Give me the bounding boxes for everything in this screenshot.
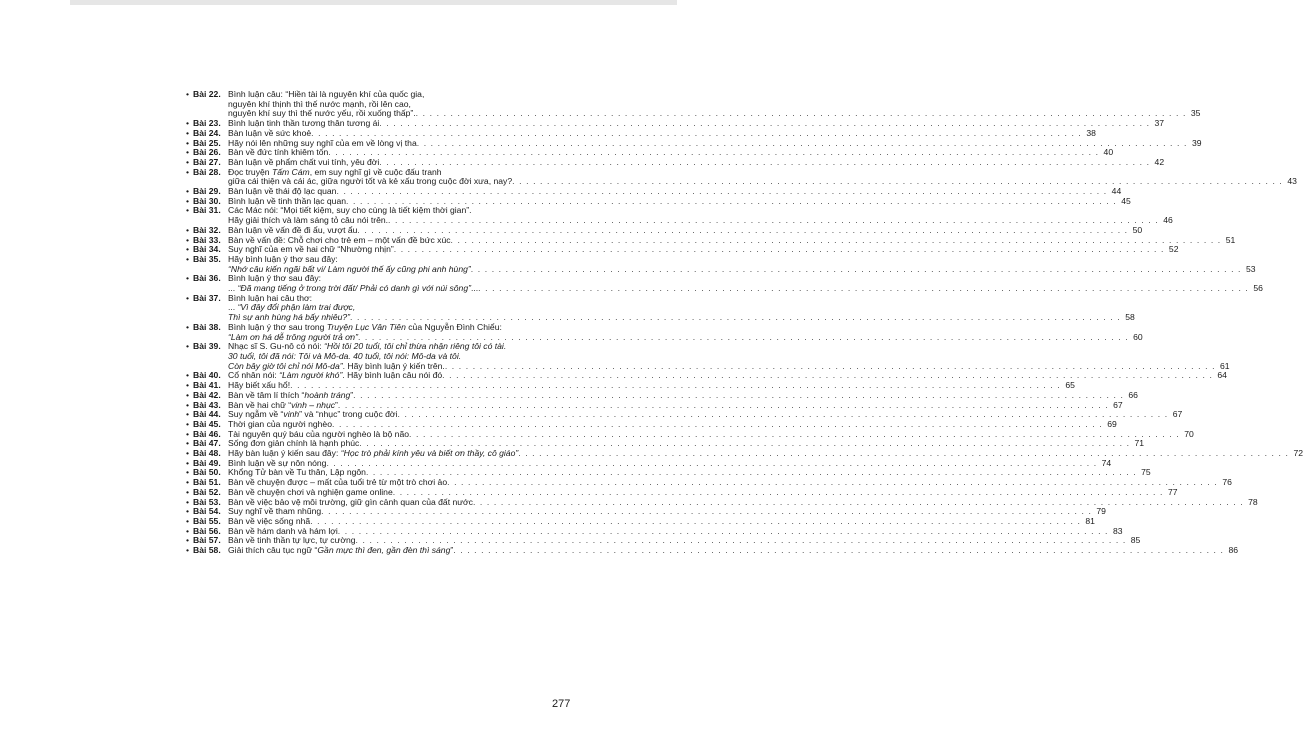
bullet-icon: • <box>186 428 190 439</box>
bullet-icon: • <box>186 409 190 420</box>
lesson-number: Bài 31. <box>193 205 221 216</box>
dot-leader: . . . . . . . . . . . . . . . . . . . . . . . . . . . . . . . . . . . . . . . . . . . . . . . . . . . . . . . . . . . . . . . . . . . . . . . . . . . . . . . . . . . . . . . . . . . . . . . . . . . . . . . . . . . . . . . <box>310 515 1081 526</box>
bullet-icon: • <box>186 341 190 352</box>
dot-leader: . . . . . . . . . . . . . . . . . . . . . . . . . . . . . . . . . . . . . . . . . . . . . . . . . . . . . . . . . . . . . . . . . . . . . . . . . . . . . . . . . . . . . . . . . . . . . . . . . . . . . . . . . . . . . . . <box>337 399 1109 410</box>
bullet-icon: • <box>186 545 190 556</box>
title-text: Nhạc sĩ S. Gu-nô có nói: <box>228 341 325 352</box>
dot-leader: . . . . . . . . . . . . . . . . . . . . . . . . . . . . . . . . . . . . . . . . . . . . . . . . . . . . . . . . . . . . . . . . . . . . . . . . . . . . . . . . . . . . . . . . . . . . . . . . . . . . . . . . . . . . . . . <box>388 215 1159 226</box>
lesson-page: 78 <box>1248 496 1258 507</box>
title-quote: hoành tráng <box>304 389 351 400</box>
dot-leader: . . . . . . . . . . . . . . . . . . . . . . . . . . . . . . . . . . . . . . . . . . . . . . . . . . . . . . . . . . . . . . . . . . . . . . . . . . . . . . . . . . . . . . . . . . . . . . . . . . . . . . . . . . . . . . . <box>393 244 1165 255</box>
lesson-page: 81 <box>1085 515 1095 526</box>
lesson-number: Bài 23. <box>193 118 221 129</box>
lesson-number: Bài 33. <box>193 234 221 245</box>
dot-leader: . . . . . . . . . . . . . . . . . . . . . . . . . . . . . . . . . . . . . . . . . . . . . . . . . . . . . . . . . . . . . . . . . . . . . . . . . . . . . . . . . . . . . . . . . . . . . . . . . . . . . . . . . . . . . . . <box>447 477 1218 488</box>
title-text: Tài nguyên quý báu của người nghèo là bộ não <box>228 428 410 439</box>
lesson-page: 37 <box>1154 118 1165 129</box>
lesson-page: 35 <box>1190 108 1201 119</box>
title-text: Bàn về việc bảo vệ môi trường, giữ gìn cảnh quan của đất nước <box>228 496 473 507</box>
title-quote: 30 tuổi, tôi đã nói: Tôi và Mô-da. 40 tuổi, tôi nói: Mô-da và tôi. <box>228 350 462 361</box>
bullet-icon: • <box>186 137 190 148</box>
lesson-number: Bài 29. <box>193 186 221 197</box>
lesson-number: Bài 51. <box>193 477 221 488</box>
lesson-number: Bài 32. <box>193 224 221 235</box>
title-quote: “Vì đây đổi phận làm trai được, <box>237 302 356 313</box>
dot-leader: . . . . . . . . . . . . . . . . . . . . . . . . . . . . . . . . . . . . . . . . . . . . . . . . . . . . . . . . . . . . . . . . . . . . . . . . . . . . . . . . . . . . . . . . . . . . . . . . . . . . . . . . . . . . . . . <box>326 457 1098 468</box>
title-quote: “Hồi tôi 20 tuổi, tôi chỉ thừa nhận riêng tôi có tài. <box>324 341 507 352</box>
lesson-number: Bài 56. <box>193 525 221 536</box>
lesson-number: Bài 52. <box>193 486 221 497</box>
dot-leader: . . . . . . . . . . . . . . . . . . . . . . . . . . . . . . . . . . . . . . . . . . . . . . . . . . . . . . . . . . . . . . . . . . . . . . . . . . . . . . . . . . . . . . . . . . . . . . . . . . . . . . . . . . . . . . . <box>379 156 1151 167</box>
lesson-page: 43 <box>1287 176 1297 187</box>
lesson-page: 74 <box>1101 457 1112 468</box>
lesson-page: 60 <box>1133 331 1143 342</box>
bullet-icon: • <box>186 418 190 429</box>
title-tail: . Hãy bình luận câu nói đó <box>342 370 443 381</box>
toc-entry <box>186 545 1239 556</box>
dot-leader: . . . . . . . . . . . . . . . . . . . . . . . . . . . . . . . . . . . . . . . . . . . . . . . . . . . . . . . . . . . . . . . . . . . . . . . . . . . . . . . . . . . . . . . . . . . . . . . . . . . . . . . . . . . . . . . <box>409 428 1180 439</box>
lesson-page: 70 <box>1184 428 1194 439</box>
title-quote: Thì sự anh hùng há bấy nhiêu?” <box>228 312 351 323</box>
dot-leader: . . . . . . . . . . . . . . . . . . . . . . . . . . . . . . . . . . . . . . . . . . . . . . . . . . . . . . . . . . . . . . . . . . . . . . . . . . . . . . . . . . . . . . . . . . . . . . . . . . . . . . . . . . . . . . . <box>353 389 1124 400</box>
title-text: Hãy bàn luận ý kiến sau đây: <box>228 448 341 459</box>
title-text: Suy nghĩ của em về hai chữ “Nhường nhịn” <box>228 244 394 255</box>
title-quote: vinh – nhục <box>291 399 336 410</box>
lesson-page: 58 <box>1125 312 1135 323</box>
title-text: Bàn về việc sống nhã <box>228 515 311 526</box>
title-text: Đọc truyện <box>228 166 272 177</box>
bullet-icon: • <box>186 292 190 303</box>
title-tail: ” <box>350 389 354 400</box>
title-quote: Tấm Cám <box>271 166 310 177</box>
title-text: Bình luận về sự nôn nóng <box>228 457 327 468</box>
bullet-icon: • <box>186 525 190 536</box>
lesson-page: 39 <box>1191 137 1202 148</box>
lesson-number: Bài 39. <box>193 341 221 352</box>
title-quote: “Học trò phải kính yêu và biết ơn thầy, cô giáo” <box>340 448 519 459</box>
dot-leader: . . . . . . . . . . . . . . . . . . . . . . . . . . . . . . . . . . . . . . . . . . . . . . . . . . . . . . . . . . . . . . . . . . . . . . . . . . . . . . . . . . . . . . . . . . . . . . . . . . . . . . . . . . . . . . . <box>450 234 1222 245</box>
title-text: Bình luận ý thơ sau đây: <box>228 273 322 284</box>
dot-leader: . . . . . . . . . . . . . . . . . . . . . . . . . . . . . . . . . . . . . . . . . . . . . . . . . . . . . . . . . . . . . . . . . . . . . . . . . . . . . . . . . . . . . . . . . . . . . . . . . . . . . . . . . . . . . . . <box>416 137 1188 148</box>
lesson-page: 56 <box>1253 283 1263 294</box>
bullet-icon: • <box>186 448 190 459</box>
dot-leader: . . . . . . . . . . . . . . . . . . . . . . . . . . . . . . . . . . . . . . . . . . . . . . . . . . . . . . . . . . . . . . . . . . . . . . . . . . . . . . . . . . . . . . . . . . . . . . . . . . . . . . . . . . . . . . . <box>336 186 1108 197</box>
title-text: Các Mác nói: “Mọi tiết kiệm, suy cho cùng là tiết kiệm thời gian”. <box>228 205 472 216</box>
bullet-icon: • <box>186 370 190 381</box>
title-tail: . Hãy bình luận ý kiến trên. <box>342 360 445 371</box>
bullet-icon: • <box>186 224 190 235</box>
lesson-number: Bài 53. <box>193 496 221 507</box>
lesson-number: Bài 45. <box>193 418 221 429</box>
dot-leader: . . . . . . . . . . . . . . . . . . . . . . . . . . . . . . . . . . . . . . . . . . . . . . . . . . . . . . . . . . . . . . . . . . . . . . . . . . . . . . . . . . . . . . . . . . . . . . . . . . . . . . . . . . . . . . . <box>392 486 1164 497</box>
dot-leader: . . . . . . . . . . . . . . . . . . . . . . . . . . . . . . . . . . . . . . . . . . . . . . . . . . . . . . . . . . . . . . . . . . . . . . . . . . . . . . . . . . . . . . . . . . . . . . . . . . . . . . . . . . . . . . . <box>321 506 1092 517</box>
lesson-number: Bài 36. <box>193 273 221 284</box>
title-tail: ” <box>450 545 454 556</box>
title-text: Bình luận câu: “Hiền tài là nguyên khí của quốc gia, <box>228 89 425 99</box>
title-quote: “Làm người khó” <box>279 370 343 381</box>
bullet-icon: • <box>186 118 190 129</box>
title-text: Bàn luận về thái độ lạc quan <box>228 186 337 197</box>
title-text: Bàn về vấn đề: Chỗ chơi cho trẻ em – một vấn đề bức xúc <box>228 234 451 245</box>
title-text: Khổng Tử bàn về Tu thân, Lập ngôn <box>228 467 366 478</box>
lesson-page: 85 <box>1130 535 1141 546</box>
dot-leader: . . . . . . . . . . . . . . . . . . . . . . . . . . . . . . . . . . . . . . . . . . . . . . . . . . . . . . . . . . . . . . . . . . . . . . . . . . . . . . . . . . . . . . . . . . . . . . . . . . . . . . . . . . . . . . . <box>350 312 1121 323</box>
title-text: ... <box>228 283 238 294</box>
bullet-icon: • <box>186 506 190 517</box>
title-text: Bình luận về tinh thần lạc quan <box>228 195 347 206</box>
bullet-icon: • <box>186 156 190 167</box>
title-text: Bàn luận về phẩm chất vui tính, yêu đời <box>228 156 380 167</box>
lesson-page: 75 <box>1141 467 1151 478</box>
title-quote: “Làm ơn há dễ trông người trả ơn” <box>228 331 358 342</box>
title-text: Bàn luận về vấn đề đi ẩu, vượt ẩu <box>228 224 358 235</box>
lesson-page: 77 <box>1167 486 1178 497</box>
lesson-page: 66 <box>1128 389 1138 400</box>
lesson-number: Bài 22. <box>193 89 221 99</box>
top-border <box>70 0 677 5</box>
title-tail: ” <box>335 399 338 410</box>
bullet-icon: • <box>186 467 190 478</box>
lesson-number: Bài 41. <box>193 380 221 391</box>
bullet-icon: • <box>186 535 190 546</box>
title-text: Hãy nói lên những suy nghĩ của em về lòng vị tha <box>228 137 417 148</box>
title-text: Bình luận hai câu thơ: <box>228 292 312 303</box>
bullet-icon: • <box>186 457 190 468</box>
bullet-icon: • <box>186 399 190 410</box>
bullet-icon: • <box>186 186 190 197</box>
dot-leader: . . . . . . . . . . . . . . . . . . . . . . . . . . . . . . . . . . . . . . . . . . . . . . . . . . . . . . . . . . . . . . . . . . . . . . . . . . . . . . . . . . . . . . . . . . . . . . . . . . . . . . . . . . . . . . . <box>355 535 1127 546</box>
title-tail: ” và “nhục” trong cuộc đời <box>299 409 398 420</box>
title-text: Bàn luận về sức khoẻ <box>228 127 312 138</box>
dot-leader: . . . . . . . . . . . . . . . . . . . . . . . . . . . . . . . . . . . . . . . . . . . . . . . . . . . . . . . . . . . . . . . . . . . . . . . . . . . . . . . . . . . . . . . . . . . . . . . . . . . . . . . . . . . . . . . <box>444 360 1216 371</box>
lesson-number: Bài 40. <box>193 370 221 381</box>
lesson-number: Bài 26. <box>193 147 221 158</box>
lesson-page: 83 <box>1112 525 1123 536</box>
dot-leader: . . . . . . . . . . . . . . . . . . . . . . . . . . . . . . . . . . . . . . . . . . . . . . . . . . . . . . . . . . . . . . . . . . . . . . . . . . . . . . . . . . . . . . . . . . . . . . . . . . . . . . . . . . . . . . . <box>397 409 1169 420</box>
dot-leader: . . . . . . . . . . . . . . . . . . . . . . . . . . . . . . . . . . . . . . . . . . . . . . . . . . . . . . . . . . . . . . . . . . . . . . . . . . . . . . . . . . . . . . . . . . . . . . . . . . . . . . . . . . . . . . . <box>331 418 1103 429</box>
toc-line <box>228 545 1239 556</box>
lesson-page: 86 <box>1228 545 1239 556</box>
lesson-number: Bài 42. <box>193 389 221 400</box>
bullet-icon: • <box>186 477 190 488</box>
bullet-icon: • <box>186 321 190 332</box>
lesson-page: 40 <box>1103 147 1114 158</box>
lesson-number: Bài 54. <box>193 506 221 517</box>
title-text: Hãy biết xấu hổ! <box>228 380 291 391</box>
lesson-number: Bài 48. <box>193 448 221 459</box>
bullet-icon: • <box>186 166 190 177</box>
toc-entry <box>186 292 1135 323</box>
title-text: Bình luận ý thơ sau trong <box>228 321 327 332</box>
lesson-page: 71 <box>1134 438 1145 449</box>
title-text: Bàn về đức tính khiêm tốn <box>228 147 329 158</box>
dot-leader: . . . . . . . . . . . . . . . . . . . . . . . . . . . . . . . . . . . . . . . . . . . . . . . . . . . . . . . . . . . . . . . . . . . . . . . . . . . . . . . . . . . . . . . . . . . . . . . . . . . . . . . . . . . . . . . <box>453 545 1225 556</box>
lesson-page: 38 <box>1086 127 1096 138</box>
dot-leader: . . . . . . . . . . . . . . . . . . . . . . . . . . . . . . . . . . . . . . . . . . . . . . . . . . . . . . . . . . . . . . . . . . . . . . . . . . . . . . . . . . . . . . . . . . . . . . . . . . . . . . . . . . . . . . . <box>415 108 1187 119</box>
title-quote: Gần mực thì đen, gần đèn thì sáng <box>317 545 451 556</box>
dot-leader: . . . . . . . . . . . . . . . . . . . . . . . . . . . . . . . . . . . . . . . . . . . . . . . . . . . . . . . . . . . . . . . . . . . . . . . . . . . . . . . . . . . . . . . . . . . . . . . . . . . . . . . . . . . . . . . <box>365 467 1137 478</box>
dot-leader: . . . . . . . . . . . . . . . . . . . . . . . . . . . . . . . . . . . . . . . . . . . . . . . . . . . . . . . . . . . . . . . . . . . . . . . . . . . . . . . . . . . . . . . . . . . . . . . . . . . . . . . . . . . . . . . <box>346 195 1117 206</box>
lesson-number: Bài 46. <box>193 428 221 439</box>
title-text: Giải thích câu tục ngữ “ <box>228 545 318 556</box>
title-text: nguyên khí thịnh thì thế nước mạnh, rồi lên cao, <box>228 98 411 109</box>
dot-leader: . . . . . . . . . . . . . . . . . . . . . . . . . . . . . . . . . . . . . . . . . . . . . . . . . . . . . . . . . . . . . . . . . . . . . . . . . . . . . . . . . . . . . . . . . . . . . . . . . . . . . . . . . . . . . . . <box>328 147 1100 158</box>
dot-leader: . . . . . . . . . . . . . . . . . . . . . . . . . . . . . . . . . . . . . . . . . . . . . . . . . . . . . . . . . . . . . . . . . . . . . . . . . . . . . . . . . . . . . . . . . . . . . . . . . . . . . . . . . . . . . . . <box>357 224 1129 235</box>
lesson-number: Bài 25. <box>193 137 221 148</box>
bullet-icon: • <box>186 515 190 526</box>
title-text: Bình luận tinh thần tương thân tương ái <box>228 118 380 129</box>
lesson-page: 76 <box>1222 477 1232 488</box>
dot-leader: . . . . . . . . . . . . . . . . . . . . . . . . . . . . . . . . . . . . . . . . . . . . . . . . . . . . . . . . . . . . . . . . . . . . . . . . . . . . . . . . . . . . . . . . . . . . . . . . . . . . . . . . . . . . . . . <box>478 283 1249 294</box>
lesson-number: Bài 58. <box>193 545 221 556</box>
toc-entry <box>186 341 1230 371</box>
bullet-icon: • <box>186 496 190 507</box>
dot-leader: . . . . . . . . . . . . . . . . . . . . . . . . . . . . . . . . . . . . . . . . . . . . . . . . . . . . . . . . . . . . . . . . . . . . . . . . . . . . . . . . . . . . . . . . . . . . . . . . . . . . . . . . . . . . . . . <box>512 176 1283 187</box>
lesson-number: Bài 30. <box>193 195 221 206</box>
bullet-icon: • <box>186 273 190 284</box>
lesson-page: 52 <box>1168 244 1179 255</box>
lesson-number: Bài 34. <box>193 244 221 255</box>
bullet-icon: • <box>186 234 190 245</box>
toc-entry <box>186 89 1201 119</box>
title-text: nguyên khí suy thì thế nước yếu, rồi xuống thấp”. <box>228 108 416 119</box>
title-tail: của Nguyễn Đình Chiểu: <box>405 321 502 332</box>
title-text: Cổ nhân nói: <box>228 370 280 381</box>
lesson-number: Bài 38. <box>193 321 221 332</box>
lesson-number: Bài 35. <box>193 253 221 264</box>
title-quote: Truyện Lục Vân Tiên <box>326 321 406 332</box>
title-tail: ... <box>470 283 479 294</box>
title-text: Bàn về tinh thần tự lực, tự cường <box>228 535 356 546</box>
lesson-page: 53 <box>1245 263 1256 274</box>
lesson-page: 46 <box>1163 215 1173 226</box>
dot-leader: . . . . . . . . . . . . . . . . . . . . . . . . . . . . . . . . . . . . . . . . . . . . . . . . . . . . . . . . . . . . . . . . . . . . . . . . . . . . . . . . . . . . . . . . . . . . . . . . . . . . . . . . . . . . . . . <box>359 438 1131 449</box>
title-text: Bàn về chuyện được – mất của tuổi trẻ từ một trò chơi ảo <box>228 477 448 488</box>
dot-leader: . . . . . . . . . . . . . . . . . . . . . . . . . . . . . . . . . . . . . . . . . . . . . . . . . . . . . . . . . . . . . . . . . . . . . . . . . . . . . . . . . . . . . . . . . . . . . . . . . . . . . . . . . . . . . . . <box>472 496 1244 507</box>
lesson-number: Bài 50. <box>193 467 221 478</box>
lesson-page: 42 <box>1154 156 1165 167</box>
lesson-page: 67 <box>1172 409 1183 420</box>
lesson-number: Bài 37. <box>193 292 221 303</box>
title-text: Bàn về hám danh và hám lợi <box>228 525 338 536</box>
title-text: ... <box>228 302 238 313</box>
toc-entry <box>186 273 1263 294</box>
lesson-page: 64 <box>1217 370 1227 381</box>
title-text: Suy nghĩ về tham nhũng <box>228 506 322 517</box>
page-number: 277 <box>552 698 571 710</box>
lesson-page: 65 <box>1065 380 1075 391</box>
dot-leader: . . . . . . . . . . . . . . . . . . . . . . . . . . . . . . . . . . . . . . . . . . . . . . . . . . . . . . . . . . . . . . . . . . . . . . . . . . . . . . . . . . . . . . . . . . . . . . . . . . . . . . . . . . . . . . . <box>357 331 1129 342</box>
dot-leader: . . . . . . . . . . . . . . . . . . . . . . . . . . . . . . . . . . . . . . . . . . . . . . . . . . . . . . . . . . . . . . . . . . . . . . . . . . . . . . . . . . . . . . . . . . . . . . . . . . . . . . . . . . . . . . . <box>337 525 1109 536</box>
lesson-number: Bài 43. <box>193 399 221 410</box>
bullet-icon: • <box>186 147 190 158</box>
title-text: Bàn về chuyện chơi và nghiện game online <box>228 486 393 497</box>
bullet-icon: • <box>186 389 190 400</box>
title-text: Bàn về hai chữ “ <box>228 399 292 410</box>
dot-leader: . . . . . . . . . . . . . . . . . . . . . . . . . . . . . . . . . . . . . . . . . . . . . . . . . . . . . . . . . . . . . . . . . . . . . . . . . . . . . . . . . . . . . . . . . . . . . . . . . . . . . . . . . . . . . . . <box>518 448 1289 459</box>
bullet-icon: • <box>186 380 190 391</box>
title-text: giữa cái thiện và cái ác, giữa người tốt và kẻ xấu trong cuộc đời xưa, nay? <box>228 176 513 187</box>
table-of-contents <box>186 89 1303 556</box>
bullet-icon: • <box>186 205 190 216</box>
dot-leader: . . . . . . . . . . . . . . . . . . . . . . . . . . . . . . . . . . . . . . . . . . . . . . . . . . . . . . . . . . . . . . . . . . . . . . . . . . . . . . . . . . . . . . . . . . . . . . . . . . . . . . . . . . . . . . . <box>311 127 1082 138</box>
title-text: Bàn về tâm lí thích “ <box>228 389 305 400</box>
bullet-icon: • <box>186 486 190 497</box>
lesson-page: 45 <box>1121 195 1131 206</box>
lesson-page: 79 <box>1096 506 1106 517</box>
dot-leader: . . . . . . . . . . . . . . . . . . . . . . . . . . . . . . . . . . . . . . . . . . . . . . . . . . . . . . . . . . . . . . . . . . . . . . . . . . . . . . . . . . . . . . . . . . . . . . . . . . . . . . . . . . . . . . . <box>470 263 1242 274</box>
lesson-number: Bài 44. <box>193 409 221 420</box>
bullet-icon: • <box>186 244 190 255</box>
lesson-number: Bài 24. <box>193 127 221 138</box>
dot-leader: . . . . . . . . . . . . . . . . . . . . . . . . . . . . . . . . . . . . . . . . . . . . . . . . . . . . . . . . . . . . . . . . . . . . . . . . . . . . . . . . . . . . . . . . . . . . . . . . . . . . . . . . . . . . . . . <box>442 370 1213 381</box>
lesson-page: 50 <box>1132 224 1143 235</box>
lesson-title <box>228 546 453 556</box>
toc-entry <box>186 253 1256 274</box>
lesson-number: Bài 57. <box>193 535 221 546</box>
title-text: Hãy bình luận ý thơ sau đây: <box>228 253 338 264</box>
lesson-page: 69 <box>1107 418 1117 429</box>
lesson-number: Bài 27. <box>193 156 221 167</box>
bullet-icon: • <box>186 438 190 449</box>
toc-entry <box>186 205 1173 226</box>
title-text: Suy ngẫm về “ <box>228 409 284 420</box>
lesson-number: Bài 55. <box>193 515 221 526</box>
bullet-icon: • <box>186 253 190 264</box>
lesson-page: 51 <box>1225 234 1236 245</box>
title-quote: vinh <box>283 409 300 420</box>
lesson-page: 67 <box>1113 399 1123 410</box>
lesson-number: Bài 49. <box>193 457 221 468</box>
lesson-page: 44 <box>1111 186 1122 197</box>
title-tail: , em suy nghĩ gì về cuộc đấu tranh <box>309 166 442 177</box>
lesson-page: 61 <box>1220 360 1230 371</box>
title-text: Hãy giải thích và làm sáng tỏ câu nói trên. <box>228 215 389 226</box>
toc-entry <box>186 321 1143 342</box>
title-quote: Còn bây giờ tôi chỉ nói Mô-da” <box>228 360 343 371</box>
dot-leader: . . . . . . . . . . . . . . . . . . . . . . . . . . . . . . . . . . . . . . . . . . . . . . . . . . . . . . . . . . . . . . . . . . . . . . . . . . . . . . . . . . . . . . . . . . . . . . . . . . . . . . . . . . . . . . . <box>290 380 1061 391</box>
title-quote: “Nhớ câu kiến ngãi bất vi/ Làm người thế ấy cũng phi anh hùng” <box>228 263 471 274</box>
title-quote: “Đã mang tiếng ở trong trời đất/ Phải có danh gì với núi sông” <box>237 283 471 294</box>
dot-leader: . . . . . . . . . . . . . . . . . . . . . . . . . . . . . . . . . . . . . . . . . . . . . . . . . . . . . . . . . . . . . . . . . . . . . . . . . . . . . . . . . . . . . . . . . . . . . . . . . . . . . . . . . . . . . . . <box>379 118 1151 129</box>
bullet-icon: • <box>186 195 190 206</box>
lesson-number: Bài 47. <box>193 438 221 449</box>
bullet-icon: • <box>186 89 190 99</box>
lesson-number: Bài 28. <box>193 166 221 177</box>
bullet-icon: • <box>186 127 190 138</box>
toc-entry <box>186 166 1297 187</box>
title-text: Sống đơn giản chính là hạnh phúc <box>228 438 360 449</box>
title-text: Thời gian của người nghèo <box>228 418 332 429</box>
lesson-page: 72 <box>1293 448 1303 459</box>
